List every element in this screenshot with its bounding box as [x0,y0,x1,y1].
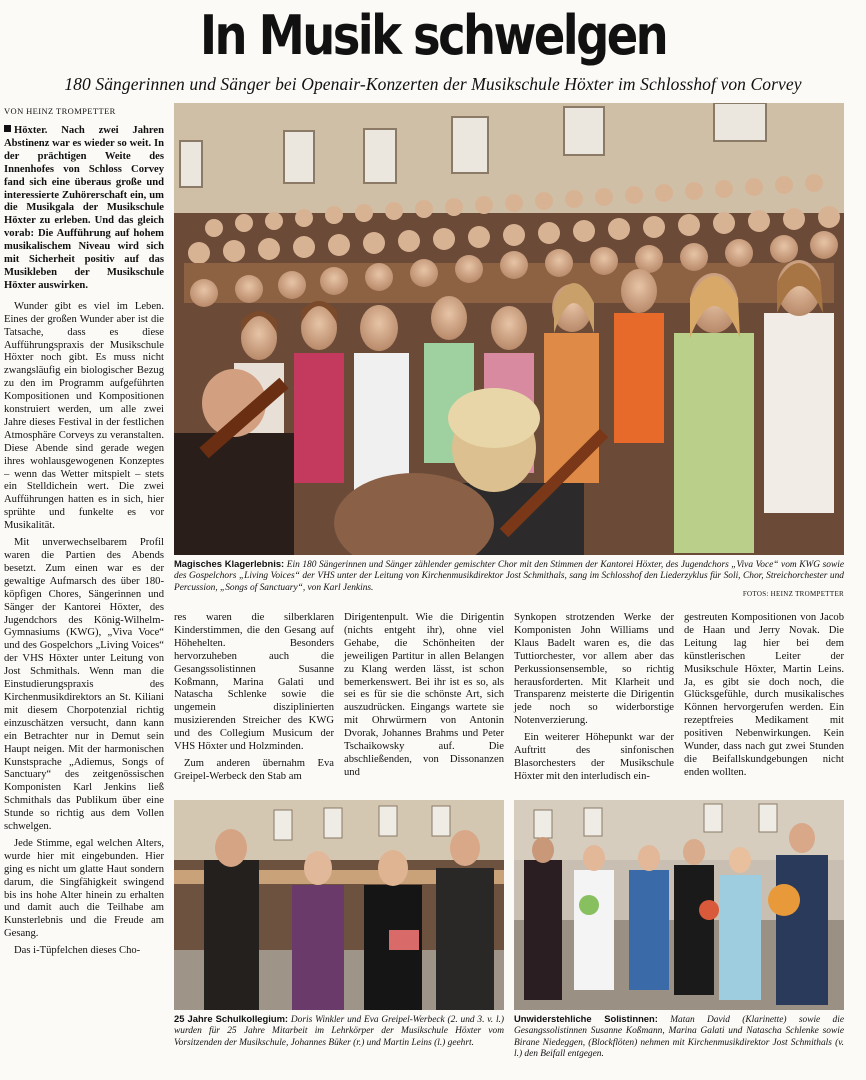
choir-photo-image [174,103,844,555]
article-column-1 [4,125,164,962]
subheadline: 180 Sängerinnen und Sänger bei Openair-Konzerten der Musikschule Höxter im Schlosshof von Corvey [64,74,802,94]
headline: In Musik schwelgen [199,4,667,67]
article-column-5 [684,612,844,784]
caption-title: Magisches Klagerlebnis: [174,558,285,569]
caption-soloists [514,1013,844,1061]
paragraph: Das i-Tüpfelchen dieses Cho- [14,945,141,957]
caption-title: 25 Jahre Schulkollegium: [174,1013,289,1024]
photo-teachers-honored [174,800,504,1010]
caption-teachers [174,1013,504,1049]
paragraph: Jede Stimme, egal welchen Alters, wurde hier mit eingebunden. Hier ging es nicht um glatte Haut sondern darum, die Singfähigkeit swingend bis ins hohe Alter hinein zu erhalten und damit auch die Teilhabe am Kunsterlebnis und die Freude am Gesang. [4,837,164,940]
caption-text: Matan David (Klarinette) sowie die Gesangssolistinnen Susanne Koßmann, Marina Galati und Natascha Schlenke sowie Birane Niedeggen, (Blockflöten) nehmen mit Kirchenmusikdirektor Jost Schmithals (v. l.) den Beifall entgegen. [514,1015,845,1060]
paragraph: Ein weiterer Höhepunkt war der Auftritt des sinfonischen Blasorchesters der Musikschule Höxter mit den interludisch ein- [514,732,674,782]
paragraph: gestreuten Kompositionen von Jacob de Haan und Jerry Novak. Die Leitung lag hier bei dem künstlerischen Leiter der Musikschule Höxter, Martin Leins. Ja, es gibt sie doch noch, die Glücksgefühle, durch musikalisches Können hervorgerufen werden. Ein rezeptfreies Medikament mit positiven Nebenwirkungen. Kein Wunder, dass nach gut zwei Stunden die Beifallskundgebungen nicht enden wollten. [684,612,844,778]
paragraph: Dirigentenpult. Wie die Dirigentin (nichts entgeht ihr), ohne viel Gehabe, die Schönheiten der jeweiligen Partitur in allen Belangen zu Klang werden lässt, ist schon bemerkenswert. Bei ihr ist es so, als sei es für sie die schönste Art, sich auszudrücken. Eingangs wartete sie mit Ohrwürmern von Antonin Dvorak, Johannes Brahms und Peter Tschaikowsky auf. Die abschließenden, von Dissonanzen und [344,612,504,778]
paragraph: Synkopen strotzenden Werke der Komponisten John Williams und Klaus Badelt waren es, die das Tuttiorchester, vor allem aber das Perkussionsensemble, so richtig herausforderten. Mit Klarheit und Transparenz meisterte die Dirigentin jede noch so widerborstige Notenverzierung. [514,612,674,727]
byline: VON HEINZ TROMPETTER [4,106,116,116]
photo-soloists [514,800,844,1010]
caption-text: Doris Winkler und Eva Greipel-Werbeck (2. und 3. v. l.) wurden für 25 Jahre Mitarbeit im Lehrkörper der Musikschule Höxter vom Vorsitzenden der Musikschule, Johannes Büker (r.) und Martin Leins (l.) geehrt. [174,1015,505,1048]
caption-text: Ein 180 Sängerinnen und Sänger zählender gemischter Chor mit den Stimmen der Kantorei Höxter, des Jugendchors „Viva Voce“ vom KWG sowie des Gospelchors „Living Voices“ der VHS unter der Leitung von Kirchenmusikdirektor Jost Schmithals, sang im Schlosshof den Liederzyklus für Soli, Chor, Streichorchester und Percussion, „Songs of Sanctuary“, von Karl Jenkins. [174,560,844,593]
paragraph: Mit unverwechselbarem Profil waren die Partien des Abends besetzt. Zum einen war es der gewaltige Aufmarsch des über 180-köpfigen Chores, Sängerinnen und Sänger der Kantorei Höxter, des Jugendchors des König-Wilhelm-Gymnasiums (KWG), „Viva Voce“ und des Gospelchors „Living Voices“ der VHS Höxter unter Leitung von Jost Schmithals. Wenn man die Einstudierungspraxis des Kirchenmusikdirektors an St. Kiliani mit diesem Chorpotenzial richtig einzuschätzen versucht, dann kann ein Betrachter nur in Demut sein Haupt neigen. Mit der harmonischen Kunstsprache „Adiemus, Songs of Sanctuary“ des zeitgenössischen Komponisten Karl Jenkins ließ Schmithals das Publikum über eine Stunde so richtig aus dem Vollen schwelgen. [4,537,164,833]
paragraph: Wunder gibt es viel im Leben. Eines der großen Wunder aber ist die Tatsache, dass es diese Aufführungspraxis der Musikschule Höxter noch gibt. Es muss nicht zwangsläufig ein biologischer Bezug zu den im Programm aufgeführten Kompositionen und Kompositionen konstruiert werden, um alle zwei Jahre dieses Festival in der festlichen Atmosphäre Corveys zu veranstalten. Diese Abende sind gerade wegen ihres wohlausgewogenen Konzeptes – wenn das Wetter mitspielt – stets ein Stelldichein wert. Die zwei Aufführungen hatten es in sich, hier sprühte und funkelte es vor Musikalität. [4,300,164,532]
teachers-photo-image [174,800,504,1010]
caption-title: Unwiderstehliche Solistinnen: [514,1013,658,1024]
square-bullet-icon [4,125,11,132]
article-column-4 [514,612,674,788]
paragraph: Zum anderen übernahm Eva Greipel-Werbeck den Stab am [174,757,334,782]
soloists-photo-image [514,800,844,1010]
article-column-2 [174,612,334,788]
main-photo-caption [174,558,844,594]
photo-credit: FOTOS: HEINZ TROMPETTER [742,590,844,598]
lead-paragraph: Höxter. Nach zwei Jahren Abstinenz war es wieder so weit. In der prächtigen Weite des Innenhofes von Schloss Corvey fand sich eine überaus große und interessierte Zuhörerschaft ein, um die Musikgala der Musikschule Höxter zu erleben. Und das gleich vorab: Die Aufführung auf hohem musikalischem Niveau wird sich mit Sicherheit positiv auf das Musikleben der Musikschule Höxter auswirken. [4,125,164,291]
main-photo-choir [174,103,844,555]
article-column-3 [344,612,504,784]
paragraph: res waren die silberklaren Kinderstimmen, die den Gesang auf Höhehelten. Besonders hervorzuheben auch die Gesangssolistinnen Susanne Koßmann, Marina Galati und Natascha Schlenke sowie die ungemein disziplinierten musizierenden Streicher des KWG und des Collegium Musicum der VHS Höxter und Holzminden. [174,612,334,753]
